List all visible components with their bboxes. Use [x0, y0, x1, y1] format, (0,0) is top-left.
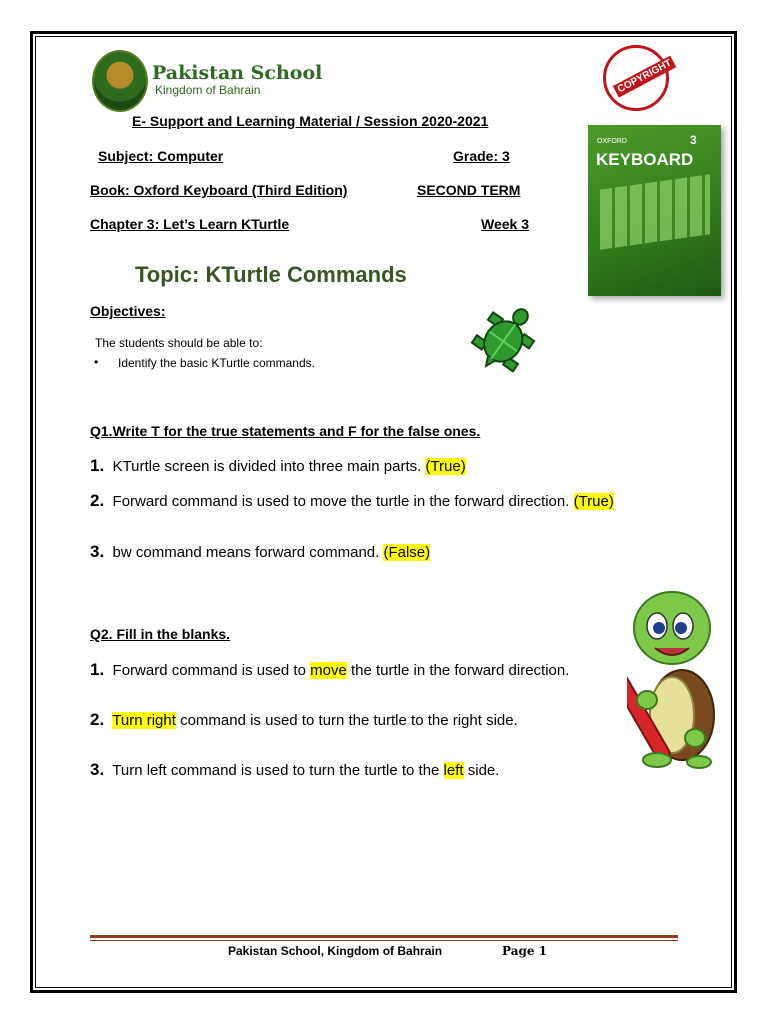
turtle-icon — [470, 300, 540, 378]
material-title: E- Support and Learning Material / Session 2020-2021 — [132, 113, 489, 129]
q2-item-text-before: Forward command is used to — [112, 662, 311, 679]
q1-item-text: Forward command is used to move the turtle in the forward direction. — [112, 493, 574, 510]
school-location: Kingdom of Bahrain — [155, 83, 261, 97]
school-name: Pakistan School — [152, 62, 323, 84]
q1-item-answer: (True) — [425, 458, 466, 475]
q2-item-number: 2. — [90, 710, 105, 729]
copyright-stamp-label: COPYRIGHT — [613, 55, 677, 97]
q2-item-text-before: Turn left command is used to turn the turtle to the — [112, 762, 444, 779]
q2-item-number: 3. — [90, 760, 105, 779]
chapter-label: Chapter 3: Let’s Learn KTurtle — [90, 216, 290, 232]
term-label: SECOND TERM — [417, 182, 521, 198]
q1-item-text: KTurtle screen is divided into three main parts. — [112, 458, 426, 475]
q2-item-text-after: the turtle in the forward direction. — [346, 662, 570, 679]
q1-item-number: 2. — [90, 491, 105, 510]
book-label: Book: Oxford Keyboard (Third Edition) — [90, 182, 348, 198]
q1-item-text: bw command means forward command. — [112, 544, 384, 561]
q2-item-answer: left — [443, 762, 464, 779]
objectives-heading: Objectives: — [90, 303, 166, 319]
q2-item-text-after: side. — [463, 762, 500, 779]
q2-item-1 — [90, 660, 569, 680]
book-cover-brand: OXFORD — [597, 138, 627, 145]
q2-item-number: 1. — [90, 660, 105, 679]
grade-label: Grade: 3 — [453, 148, 510, 164]
q1-item-2 — [90, 491, 614, 511]
q2-item-answer: Turn right — [112, 712, 176, 729]
q2-item-text-after: command is used to turn the turtle to the right side. — [175, 712, 518, 729]
objective-item: Identify the basic KTurtle commands. — [118, 356, 315, 370]
objective-bullet: • — [94, 355, 99, 369]
page-number: Page 1 — [502, 944, 548, 958]
footer-rule — [90, 935, 678, 938]
cartoon-turtle-icon — [627, 590, 717, 770]
q1-item-answer: (True) — [573, 493, 614, 510]
subject-label: Subject: Computer — [98, 148, 224, 164]
q1-heading: Q1.Write T for the true statements and F for the false ones. — [90, 423, 481, 439]
q1-item-3 — [90, 542, 430, 562]
q1-item-number: 3. — [90, 542, 105, 561]
q2-item-3 — [90, 760, 499, 780]
q2-heading: Q2. Fill in the blanks. — [90, 626, 231, 642]
q1-item-number: 1. — [90, 456, 105, 475]
q2-item-answer: move — [310, 662, 347, 679]
objectives-intro: The students should be able to: — [95, 336, 263, 350]
footer-rule-thin — [90, 940, 678, 941]
school-logo — [92, 50, 148, 112]
book-cover-grade: 3 — [690, 133, 697, 147]
footer-school: Pakistan School, Kingdom of Bahrain — [228, 944, 443, 958]
book-cover-title: KEYBOARD — [596, 150, 694, 169]
q2-item-2 — [90, 710, 518, 730]
q1-item-1 — [90, 456, 466, 476]
topic-title: Topic: KTurtle Commands — [135, 262, 407, 287]
week-label: Week 3 — [481, 216, 529, 232]
q1-item-answer: (False) — [383, 544, 431, 561]
